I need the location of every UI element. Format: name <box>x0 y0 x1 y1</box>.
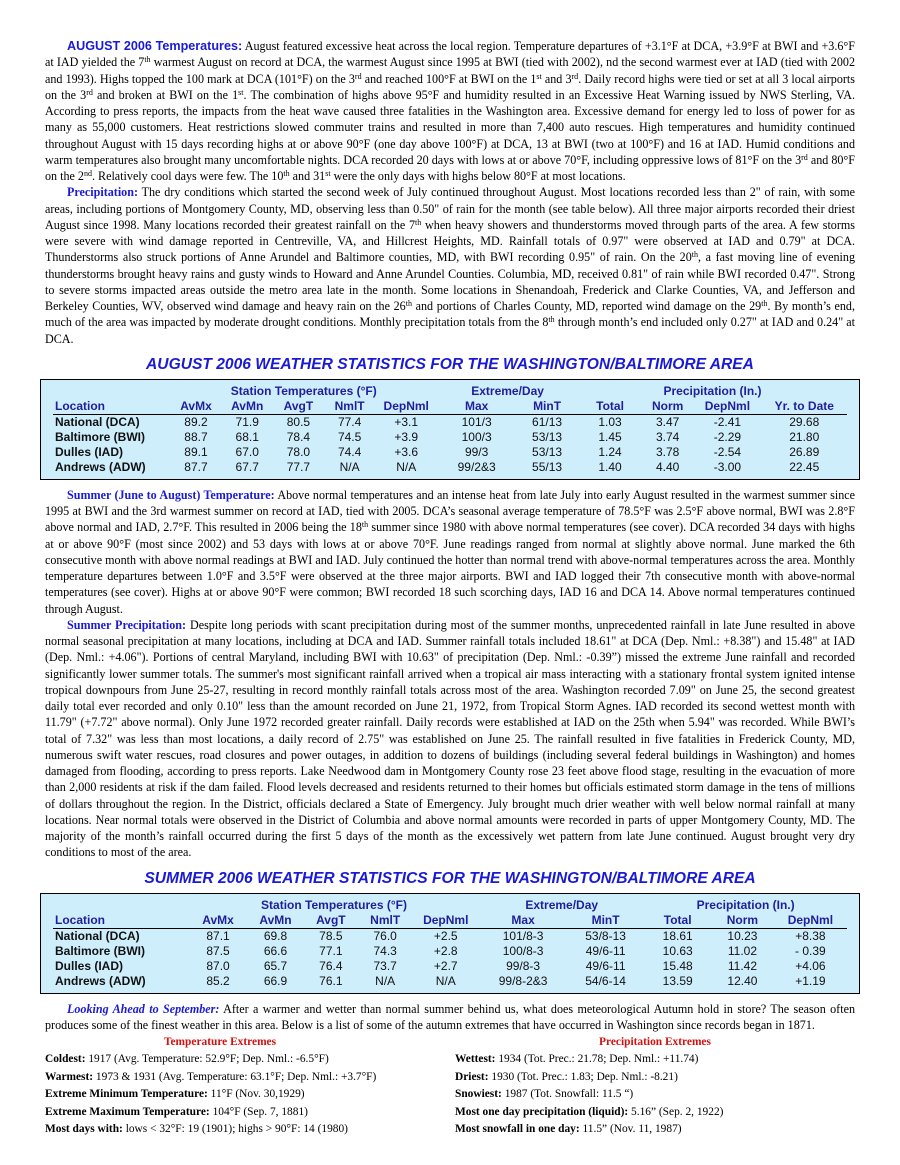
column-header: Location <box>55 398 105 413</box>
value-cell: +3.1 <box>394 414 419 429</box>
ordinal-suffix: th <box>283 169 290 178</box>
summer-temperature-paragraph <box>45 487 855 617</box>
precipitation-extremes-column <box>455 1034 855 1138</box>
summer-group-extreme: Extreme/Day <box>525 897 599 912</box>
summer-header-row <box>53 913 847 929</box>
value-cell: 1.40 <box>598 459 622 474</box>
value-cell: 99/3 <box>464 444 489 459</box>
value-cell: 78.5 <box>319 928 343 943</box>
value-cell: 29.68 <box>789 414 820 429</box>
column-header: Location <box>55 912 105 927</box>
summer-temperature-lead: Summer (June to August) Temperature: <box>67 487 275 502</box>
value-cell: 15.48 <box>662 958 693 973</box>
value-cell: 77.1 <box>319 943 343 958</box>
value-cell: -2.41 <box>713 414 742 429</box>
extreme-item <box>45 1069 445 1086</box>
august-group-row <box>53 384 847 399</box>
extreme-item <box>45 1051 445 1068</box>
ordinal-suffix: th <box>761 299 768 308</box>
value-cell: 87.1 <box>206 928 230 943</box>
summer-group-precip: Precipitation (In.) <box>696 897 795 912</box>
ordinal-suffix: rd <box>354 71 362 81</box>
column-header: AvgT <box>283 398 314 413</box>
ordinal-suffix: rd <box>801 152 808 162</box>
text-run: and 31 <box>289 169 326 183</box>
value-cell: +2.5 <box>433 928 458 943</box>
column-header: Total <box>596 398 624 413</box>
column-header: AvMx <box>180 398 212 413</box>
summer-temperature-body <box>45 488 855 616</box>
value-cell: -3.00 <box>713 459 742 474</box>
column-header: MinT <box>591 912 620 927</box>
value-cell: 74.3 <box>373 943 397 958</box>
ordinal-suffix: st <box>238 87 244 97</box>
extreme-value: 1934 (Tot. Prec.: 21.78; Dep. Nml.: +11.74) <box>495 1053 699 1066</box>
text-run: and portions of Charles County, MD, reported wind damage on the 29 <box>411 299 762 313</box>
column-header: AvMn <box>259 912 292 927</box>
table-row <box>53 414 847 430</box>
value-cell: 4.40 <box>655 459 680 474</box>
table-row <box>53 445 847 460</box>
text-run: Above normal temperatures and an intense heat from late July into early August resulted in the warmest summer since 1995 at BWI and the 3rd warmest summer on record at IAD, tied with 2005. DCA’s seasonal average temperature of 78.5°F was 2.5°F above normal, BWI was 2.8°F above normal and IAD, 2.7°F. This resulted in 2006 being the 18 <box>45 487 855 535</box>
ordinal-suffix: rd <box>571 71 579 81</box>
value-cell: 18.61 <box>662 928 693 943</box>
text-run: were the only days with highs below 80°F at most locations. <box>330 169 626 183</box>
extremes-columns <box>45 1034 855 1138</box>
value-cell: +3.6 <box>394 444 419 459</box>
value-cell: 71.9 <box>235 414 259 429</box>
value-cell: 1.45 <box>598 429 622 444</box>
value-cell: 11.02 <box>727 943 758 958</box>
value-cell: 68.1 <box>235 429 259 444</box>
text-run: warmest August on record at DCA, the warmest August since 1995 at BWI (tied with 2002), nd the second warmest ever at IAD (tied with 2002 and 1993). Highs topped the 100 mark at DCA (101°F) on the 3 <box>45 55 855 86</box>
column-header: AvMn <box>231 398 264 413</box>
value-cell: 74.5 <box>337 429 362 444</box>
extreme-label: Extreme Minimum Temperature: <box>45 1088 208 1101</box>
summer-precipitation-lead: Summer Precipitation: <box>67 617 187 632</box>
column-header: AvgT <box>316 912 346 927</box>
location-cell: Dulles (IAD) <box>55 958 124 973</box>
value-cell: +2.7 <box>433 958 458 973</box>
column-header: Total <box>663 912 692 927</box>
extreme-item <box>455 1051 855 1068</box>
text-run: when heavy showers and thunderstorms moved through parts of the area. A few storms were severe with wind damage reported in Centreville, VA, and Hillcrest Heights, MD. Rainfall totals of 0.97" were observed at IAD and 0.79" at DCA. Thunderstorms also struck portions of Anne Arundel and Baltimore counties, MD, with BWI recording 0.95" of rain. On the 20 <box>45 217 855 265</box>
column-header: MinT <box>533 398 562 413</box>
text-run: The dry conditions which started the second week of July continued throughout August. Most locations recorded less than 2" of rain, with some areas, including portions of Montgomery County, MD, observing less than 0.50" of rain for the month (see table below). All three major airports recorded their driest August since 1998. Many locations recorded their greatest rainfall on the 7 <box>45 185 855 232</box>
table-row <box>53 928 847 944</box>
august-temperature-paragraph <box>45 38 855 184</box>
august-precipitation-lead: Precipitation: <box>67 185 138 200</box>
value-cell: 53/8-13 <box>585 928 626 943</box>
text-run: . By month’s end, much of the area was impacted by moderate drought conditions. Monthly precipitation totals from the 8 <box>45 299 855 330</box>
value-cell: 26.89 <box>789 444 820 459</box>
value-cell: 74.4 <box>337 444 362 459</box>
summer-precipitation-paragraph <box>45 617 855 861</box>
location-cell: Dulles (IAD) <box>55 444 124 459</box>
value-cell: 89.2 <box>184 414 208 429</box>
extreme-item <box>455 1086 855 1103</box>
value-cell: 76.0 <box>373 928 397 943</box>
extreme-label: Coldest: <box>45 1053 86 1066</box>
ordinal-suffix: st <box>325 169 331 178</box>
extreme-value: 11°F (Nov. 30,1929) <box>207 1088 305 1101</box>
precipitation-extremes-list <box>455 1051 855 1138</box>
location-cell: Andrews (ADW) <box>55 459 146 474</box>
extreme-value: 1917 (Avg. Temperature: 52.9°F; Dep. Nml.: -6.5°F) <box>85 1053 329 1066</box>
extreme-value: 1987 (Tot. Snowfall: 11.5 “) <box>501 1088 634 1101</box>
extreme-label: Warmest: <box>45 1070 94 1083</box>
august-precipitation-paragraph <box>45 184 855 347</box>
value-cell: 53/13 <box>532 444 563 459</box>
summer-stats-table <box>53 898 847 989</box>
august-temperature-body <box>45 39 855 183</box>
text-run: through month’s end included only 0.27" at IAD and 0.24" at DCA. <box>45 315 855 346</box>
value-cell: +3.9 <box>394 429 419 444</box>
value-cell: 22.45 <box>789 459 820 474</box>
value-cell: +2.8 <box>433 943 458 958</box>
extreme-item <box>45 1086 445 1103</box>
table-row <box>53 944 847 959</box>
text-run: . The combination of highs above 95°F and humidity resulted in an Excessive Heat Warning issued by NWS Sterling, VA. According to press reports, the impacts from the heat wave caused three fatalities in the Washington area. Excessive demand for energy led to loss of power for as many as 55,000 customers. Heat restrictions slowed commuter trains and resulted in more than 7,400 auto rescues. High temperatures and humidity continued throughout August with 15 days recording highs at or above 90°F (one day above 100°F) at DCA, 13 at BWI (two at 100°F) and 16 at IAD. Humid conditions and warm temperatures also brought many uncomfortable nights. DCA recorded 20 days with lows at or above 70°F, including oppressive lows of 81°F on the 3 <box>45 87 855 167</box>
text-run: and reached 100°F at BWI on the 1 <box>361 71 537 86</box>
ordinal-suffix: th <box>691 250 699 260</box>
column-header: DepNml <box>704 398 751 413</box>
column-header: Max <box>464 398 489 413</box>
ordinal-suffix: nd <box>83 169 92 178</box>
ordinal-suffix: st <box>536 71 542 81</box>
value-cell: 88.7 <box>184 429 208 444</box>
text-run: Despite long periods with scant precipitation during most of the summer months, unprecedented rainfall in late June resulted in above normal seasonal precipitation at many locations, including at DCA and IAD. Summer rainfall totals included 18.61" at DCA (Dep. Nml.: +8.38") and 15.48" at IAD (Dep. Nml.: +4.06"). Portions of central Maryland, including BWI with 10.63" of precipitation (Dep. Nml.: -0.39”) missed the extreme June rainfall and recorded significantly lower summer totals. The summer's most significant rainfall arrived when a tropical air mass interacting with a stationary frontal system ignited intense tropical downpours from June 25-27, resulting in record monthly rainfall totals across most of the area. Washington recorded 7.09" on June 25, the second greatest daily total ever recorded and only 0.10" less than the amount recorded on June 21, 1972, from Tropical Storm Agnes. IAD recorded its second wettest month with 11.79" (+7.72" above normal). Only June 1972 recorded greater rainfall. Daily records were established at IAD on the 25th when 5.94" was recorded. While BWI’s total of 7.32" was less than most locations, a daily record of 2.75" was established on June 25. The rainfall resulted in five fatalities in Frederick County, MD, numerous swift water rescues, road closures and power outages, in addition to dozens of buildings (including several federal buildings in Washington) and homes damaged from flooding, according to press reports. Lake Needwood dam in Montgomery County rose 23 feet above flood stage, resulting in the evacuation of more than 2,000 residents at risk if the dam failed. Flood levels decreased and residents returned to their homes but officials estimated storm damage in the tens of millions of dollars throughout the region. In the District, officials declared a State of Emergency. July brought much drier weather with well below normal rainfall at many locations. Near normal totals were observed in the District of Columbia and above normal amounts were recorded in parts of upper Montgomery County, MD. The majority of the month’s rainfall occurred during the first 5 days of the month as the excessively wet pattern from late June continued. August brought very dry conditions to most of the area. <box>45 617 856 860</box>
looking-ahead-paragraph <box>45 1001 855 1034</box>
august-stats-table <box>53 384 847 475</box>
extreme-item <box>45 1121 445 1138</box>
value-cell: 87.7 <box>184 459 208 474</box>
ordinal-suffix: th <box>405 299 412 308</box>
value-cell: N/A <box>396 459 417 474</box>
ordinal-suffix: th <box>144 55 151 65</box>
value-cell: 12.40 <box>727 973 758 988</box>
looking-ahead-text: After a warmer and wetter than normal summer behind us, what does meteorological Autumn hold in store? The season often produces some of the finest weather in this area. Below is a list of some of the autumn extremes that have occurred in Washington since records began in 1871. <box>45 1001 855 1032</box>
column-header: NmlT <box>370 912 401 927</box>
text-run: August featured excessive heat across the local region. Temperature departures of +3.1°F at DCA, +3.9°F at BWI and +3.6°F at IAD yielded the 7 <box>45 39 855 70</box>
value-cell: 101/3 <box>461 414 492 429</box>
value-cell: -2.29 <box>713 429 742 444</box>
extreme-label: Most days with: <box>45 1123 123 1136</box>
value-cell: 66.9 <box>263 973 288 988</box>
value-cell: 87.0 <box>206 958 230 973</box>
value-cell: 87.5 <box>206 943 230 958</box>
extreme-value: 5.16” (Sep. 2, 1922) <box>628 1105 724 1118</box>
value-cell: 77.7 <box>286 459 311 474</box>
location-cell: Baltimore (BWI) <box>55 943 145 958</box>
summer-precipitation-body <box>45 618 855 860</box>
value-cell: 73.7 <box>373 958 397 973</box>
august-temperature-lead: AUGUST 2006 Temperatures: <box>67 39 243 53</box>
location-cell: National (DCA) <box>55 414 140 429</box>
value-cell: 11.42 <box>727 958 758 973</box>
ordinal-suffix: rd <box>86 87 93 97</box>
extreme-label: Most snowfall in one day: <box>455 1123 580 1136</box>
value-cell: 78.0 <box>286 444 311 459</box>
value-cell: 67.0 <box>235 444 259 459</box>
column-header: NmlT <box>334 398 365 413</box>
august-stats-box <box>40 379 860 480</box>
ordinal-suffix: th <box>415 217 422 227</box>
value-cell: N/A <box>339 459 360 474</box>
value-cell: 49/6-11 <box>585 958 626 973</box>
text-run: and broken at BWI on the 1 <box>92 87 239 102</box>
extreme-item <box>45 1104 445 1121</box>
looking-ahead-lead: Looking Ahead to September: <box>67 1001 220 1016</box>
august-group-precip: Precipitation (In.) <box>663 383 762 398</box>
august-group-extreme: Extreme/Day <box>471 383 544 398</box>
summer-group-row <box>53 898 847 913</box>
column-header: DepNml <box>423 912 469 927</box>
text-run: and 3 <box>541 71 572 86</box>
location-cell: Baltimore (BWI) <box>55 429 145 444</box>
value-cell: +1.19 <box>795 973 826 988</box>
value-cell: 10.23 <box>727 928 758 943</box>
value-cell: 80.5 <box>286 414 311 429</box>
table-row <box>53 959 847 974</box>
table-row <box>53 460 847 475</box>
column-header: DepNml <box>383 398 429 413</box>
value-cell: +4.06 <box>795 958 826 973</box>
value-cell: +8.38 <box>795 928 826 943</box>
table-row <box>53 974 847 989</box>
temperature-extremes-heading: Temperature Extremes <box>163 1036 277 1048</box>
ordinal-suffix: th <box>361 520 369 530</box>
text-run: summer since 1980 with above normal temperatures (see cover). DCA recorded 34 days with highs at or above 90°F (most since 2002) and 53 days with lows at or above 70°F. June readings ranged from normal at slightly above normal. June marked the 6th consecutive month with above normal readings at BWI and IAD. July continued the hotter than normal trend with above-normal temperatures across the area. Monthly temperature departures between 1.0°F and 3.5°F were observed at the three major airports. BWI and IAD logged their 7th consecutive month with above-normal temperatures (see cover). Highs at or above 90°F were common; BWI recorded 18 such scorching days, IAD 16 and DCA 14. Above normal temperatures continued through August. <box>45 520 856 616</box>
extreme-value: lows < 32°F: 19 (1901); highs > 90°F: 14 (1980) <box>122 1123 348 1136</box>
august-stats-title: AUGUST 2006 WEATHER STATISTICS FOR THE WASHINGTON/BALTIMORE AREA <box>146 355 754 373</box>
value-cell: 3.74 <box>655 429 680 444</box>
summer-stats-title: SUMMER 2006 WEATHER STATISTICS FOR THE WASHINGTON/BALTIMORE AREA <box>144 869 756 887</box>
value-cell: 76.1 <box>319 973 343 988</box>
value-cell: 61/13 <box>532 414 563 429</box>
table-row <box>53 430 847 445</box>
column-header: AvMx <box>202 912 234 927</box>
ordinal-suffix: th <box>548 315 555 325</box>
location-cell: Andrews (ADW) <box>55 973 146 988</box>
value-cell: 49/6-11 <box>585 943 626 958</box>
summer-stats-box <box>40 893 860 994</box>
extreme-value: 11.5” (Nov. 11, 1987) <box>579 1123 682 1136</box>
value-cell: -2.54 <box>713 444 742 459</box>
extreme-item <box>455 1121 855 1138</box>
text-run: and 80°F on the 2 <box>45 152 855 183</box>
extreme-label: Snowiest: <box>455 1088 502 1101</box>
value-cell: 100/8-3 <box>502 943 544 958</box>
august-group-station: Station Temperatures (°F) <box>230 383 377 398</box>
extreme-item <box>455 1069 855 1086</box>
value-cell: 78.4 <box>286 429 311 444</box>
extreme-item <box>455 1104 855 1121</box>
column-header: Norm <box>651 398 684 413</box>
temperature-extremes-column <box>45 1034 445 1138</box>
extreme-label: Most one day precipitation (liquid): <box>455 1105 629 1118</box>
value-cell: 66.6 <box>263 943 288 958</box>
text-run: . Relatively cool days were few. The 10 <box>91 169 284 183</box>
value-cell: N/A <box>375 973 396 988</box>
value-cell: 10.63 <box>662 943 693 958</box>
column-header: Max <box>511 912 535 927</box>
august-precipitation-body <box>45 185 855 345</box>
value-cell: 21.80 <box>789 429 820 444</box>
extreme-label: Extreme Maximum Temperature: <box>45 1105 210 1118</box>
precipitation-extremes-heading: Precipitation Extremes <box>599 1036 711 1048</box>
value-cell: 100/3 <box>461 429 492 444</box>
column-header: Norm <box>726 912 759 927</box>
value-cell: 65.7 <box>263 958 288 973</box>
extreme-value: 104°F (Sep. 7, 1881) <box>209 1105 308 1118</box>
summer-group-station: Station Temperatures (°F) <box>261 897 407 912</box>
extreme-value: 1930 (Tot. Prec.: 1.83; Dep. Nml.: -8.21) <box>488 1070 678 1083</box>
august-header-row <box>53 399 847 415</box>
summer-table-body <box>53 928 847 989</box>
value-cell: 54/6-14 <box>585 973 626 988</box>
value-cell: 13.59 <box>662 973 693 988</box>
value-cell: 67.7 <box>235 459 259 474</box>
value-cell: 69.8 <box>263 928 288 943</box>
value-cell: 1.24 <box>598 444 622 459</box>
value-cell: 89.1 <box>184 444 208 459</box>
text-run: , a fast moving line of evening thunderstorms brought heavy rains and gusty winds to Howard and Anne Arundel Counties. Columbia, MD, received 0.81" of rain while BWI recorded 0.47". Strong to severe storms impacted areas outside the metro area late in the month. Some locations in Shenandoah, Frederick and Clarke Counties, VA, and Jefferson and Berkeley Counties, WV, observed wind damage and heavy rain on the 26 <box>45 250 855 313</box>
value-cell: - 0.39 <box>795 943 826 958</box>
location-cell: National (DCA) <box>55 928 140 943</box>
value-cell: 3.78 <box>655 444 680 459</box>
value-cell: 3.47 <box>655 414 680 429</box>
value-cell: 55/13 <box>532 459 563 474</box>
column-header: Yr. to Date <box>774 398 834 413</box>
value-cell: 85.2 <box>206 973 230 988</box>
value-cell: 53/13 <box>532 429 563 444</box>
extreme-value: 1973 & 1931 (Avg. Temperature: 63.1°F; Dep. Nml.: +3.7°F) <box>93 1070 377 1083</box>
extreme-label: Wettest: <box>455 1053 496 1066</box>
value-cell: 77.4 <box>337 414 362 429</box>
value-cell: 101/8-3 <box>502 928 544 943</box>
column-header: DepNml <box>787 912 834 927</box>
text-run: . Daily record highs were tied or set at all 3 local airports on the 3 <box>45 71 855 102</box>
temperature-extremes-list <box>45 1051 445 1138</box>
value-cell: 1.03 <box>598 414 622 429</box>
value-cell: 99/8-2&3 <box>498 973 548 988</box>
august-table-body <box>53 414 847 475</box>
value-cell: 99/2&3 <box>457 459 496 474</box>
extreme-label: Driest: <box>455 1070 489 1083</box>
value-cell: N/A <box>435 973 456 988</box>
value-cell: 99/8-3 <box>506 958 541 973</box>
value-cell: 76.4 <box>319 958 343 973</box>
